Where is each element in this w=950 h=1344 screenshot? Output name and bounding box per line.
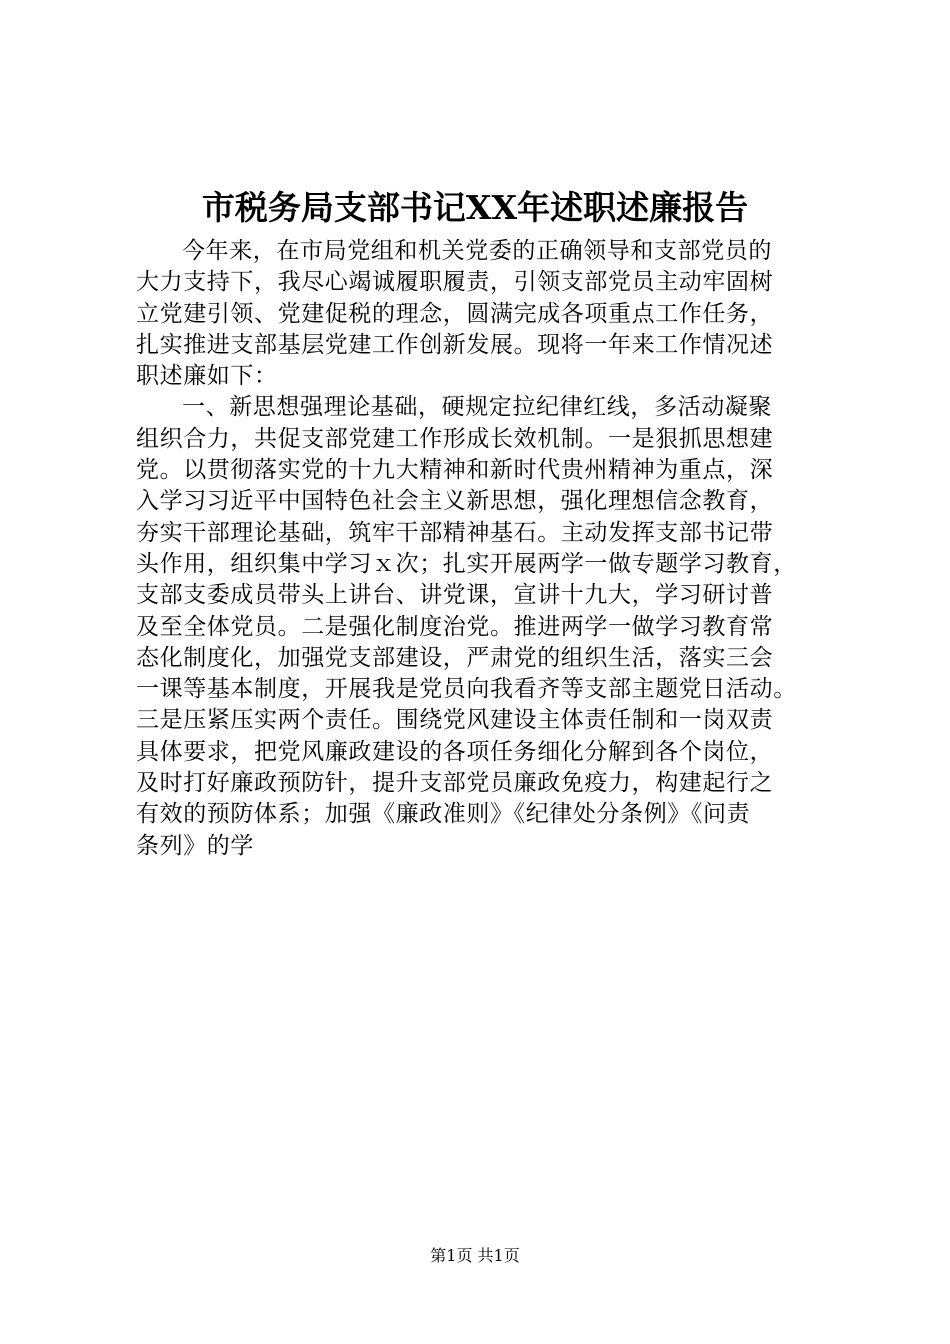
- body-line: 一、新思想强理论基础，硬规定拉纪律红线，多活动凝聚: [182, 394, 772, 421]
- body-line: 一课等基本制度，开展我是党员向我看齐等支部主题党日活动。: [136, 676, 797, 703]
- body-line: 三是压紧压实两个责任。围绕党风建设主体责任制和一岗双责: [136, 707, 774, 734]
- body-line: 头作用，组织集中学习ｘ次；扎实开展两学一做专题学习教育，: [136, 550, 797, 577]
- body-line: 今年来，在市局党组和机关党委的正确领导和支部党员的: [182, 238, 772, 264]
- body-line: 夯实干部理论基础，筑牢干部精神基石。主动发挥支部书记带: [136, 519, 774, 546]
- document-body: [136, 236, 852, 862]
- body-line: 职述廉如下：: [136, 363, 278, 390]
- body-line: 条列》的学: [136, 832, 254, 859]
- body-line: 党。以贯彻落实党的十九大精神和新时代贵州精神为重点，深: [136, 457, 774, 484]
- document-title: 市税务局支部书记XX年述职述廉报告: [201, 188, 749, 227]
- body-line: 入学习习近平中国特色社会主义新思想，强化理想信念教育，: [136, 488, 774, 515]
- body-line: 有效的预防体系；加强《廉政准则》《纪律处分条例》《问责: [136, 801, 751, 828]
- body-line: 扎实推进支部基层党建工作创新发展。现将一年来工作情况述: [136, 331, 774, 358]
- body-line: 立党建引领、党建促税的理念，圆满完成各项重点工作任务，: [136, 300, 774, 327]
- body-line: 大力支持下，我尽心竭诚履职履责，引领支部党员主动牢固树: [136, 269, 774, 296]
- body-line: 组织合力，共促支部党建工作形成长效机制。一是狠抓思想建: [136, 425, 774, 452]
- body-line: 及至全体党员。二是强化制度治党。推进两学一做学习教育常: [136, 613, 774, 640]
- page-footer: 第1页 共1页: [430, 1246, 520, 1265]
- body-line: 具体要求，把党风廉政建设的各项任务细化分解到各个岗位，: [136, 738, 774, 765]
- body-line: 态化制度化，加强党支部建设，严肃党的组织生活，落实三会: [136, 644, 774, 671]
- body-line: 及时打好廉政预防针，提升支部党员廉政免疫力，构建起行之: [136, 770, 774, 797]
- body-line: 支部支委成员带头上讲台、讲党课，宣讲十九大，学习研讨普: [136, 582, 774, 609]
